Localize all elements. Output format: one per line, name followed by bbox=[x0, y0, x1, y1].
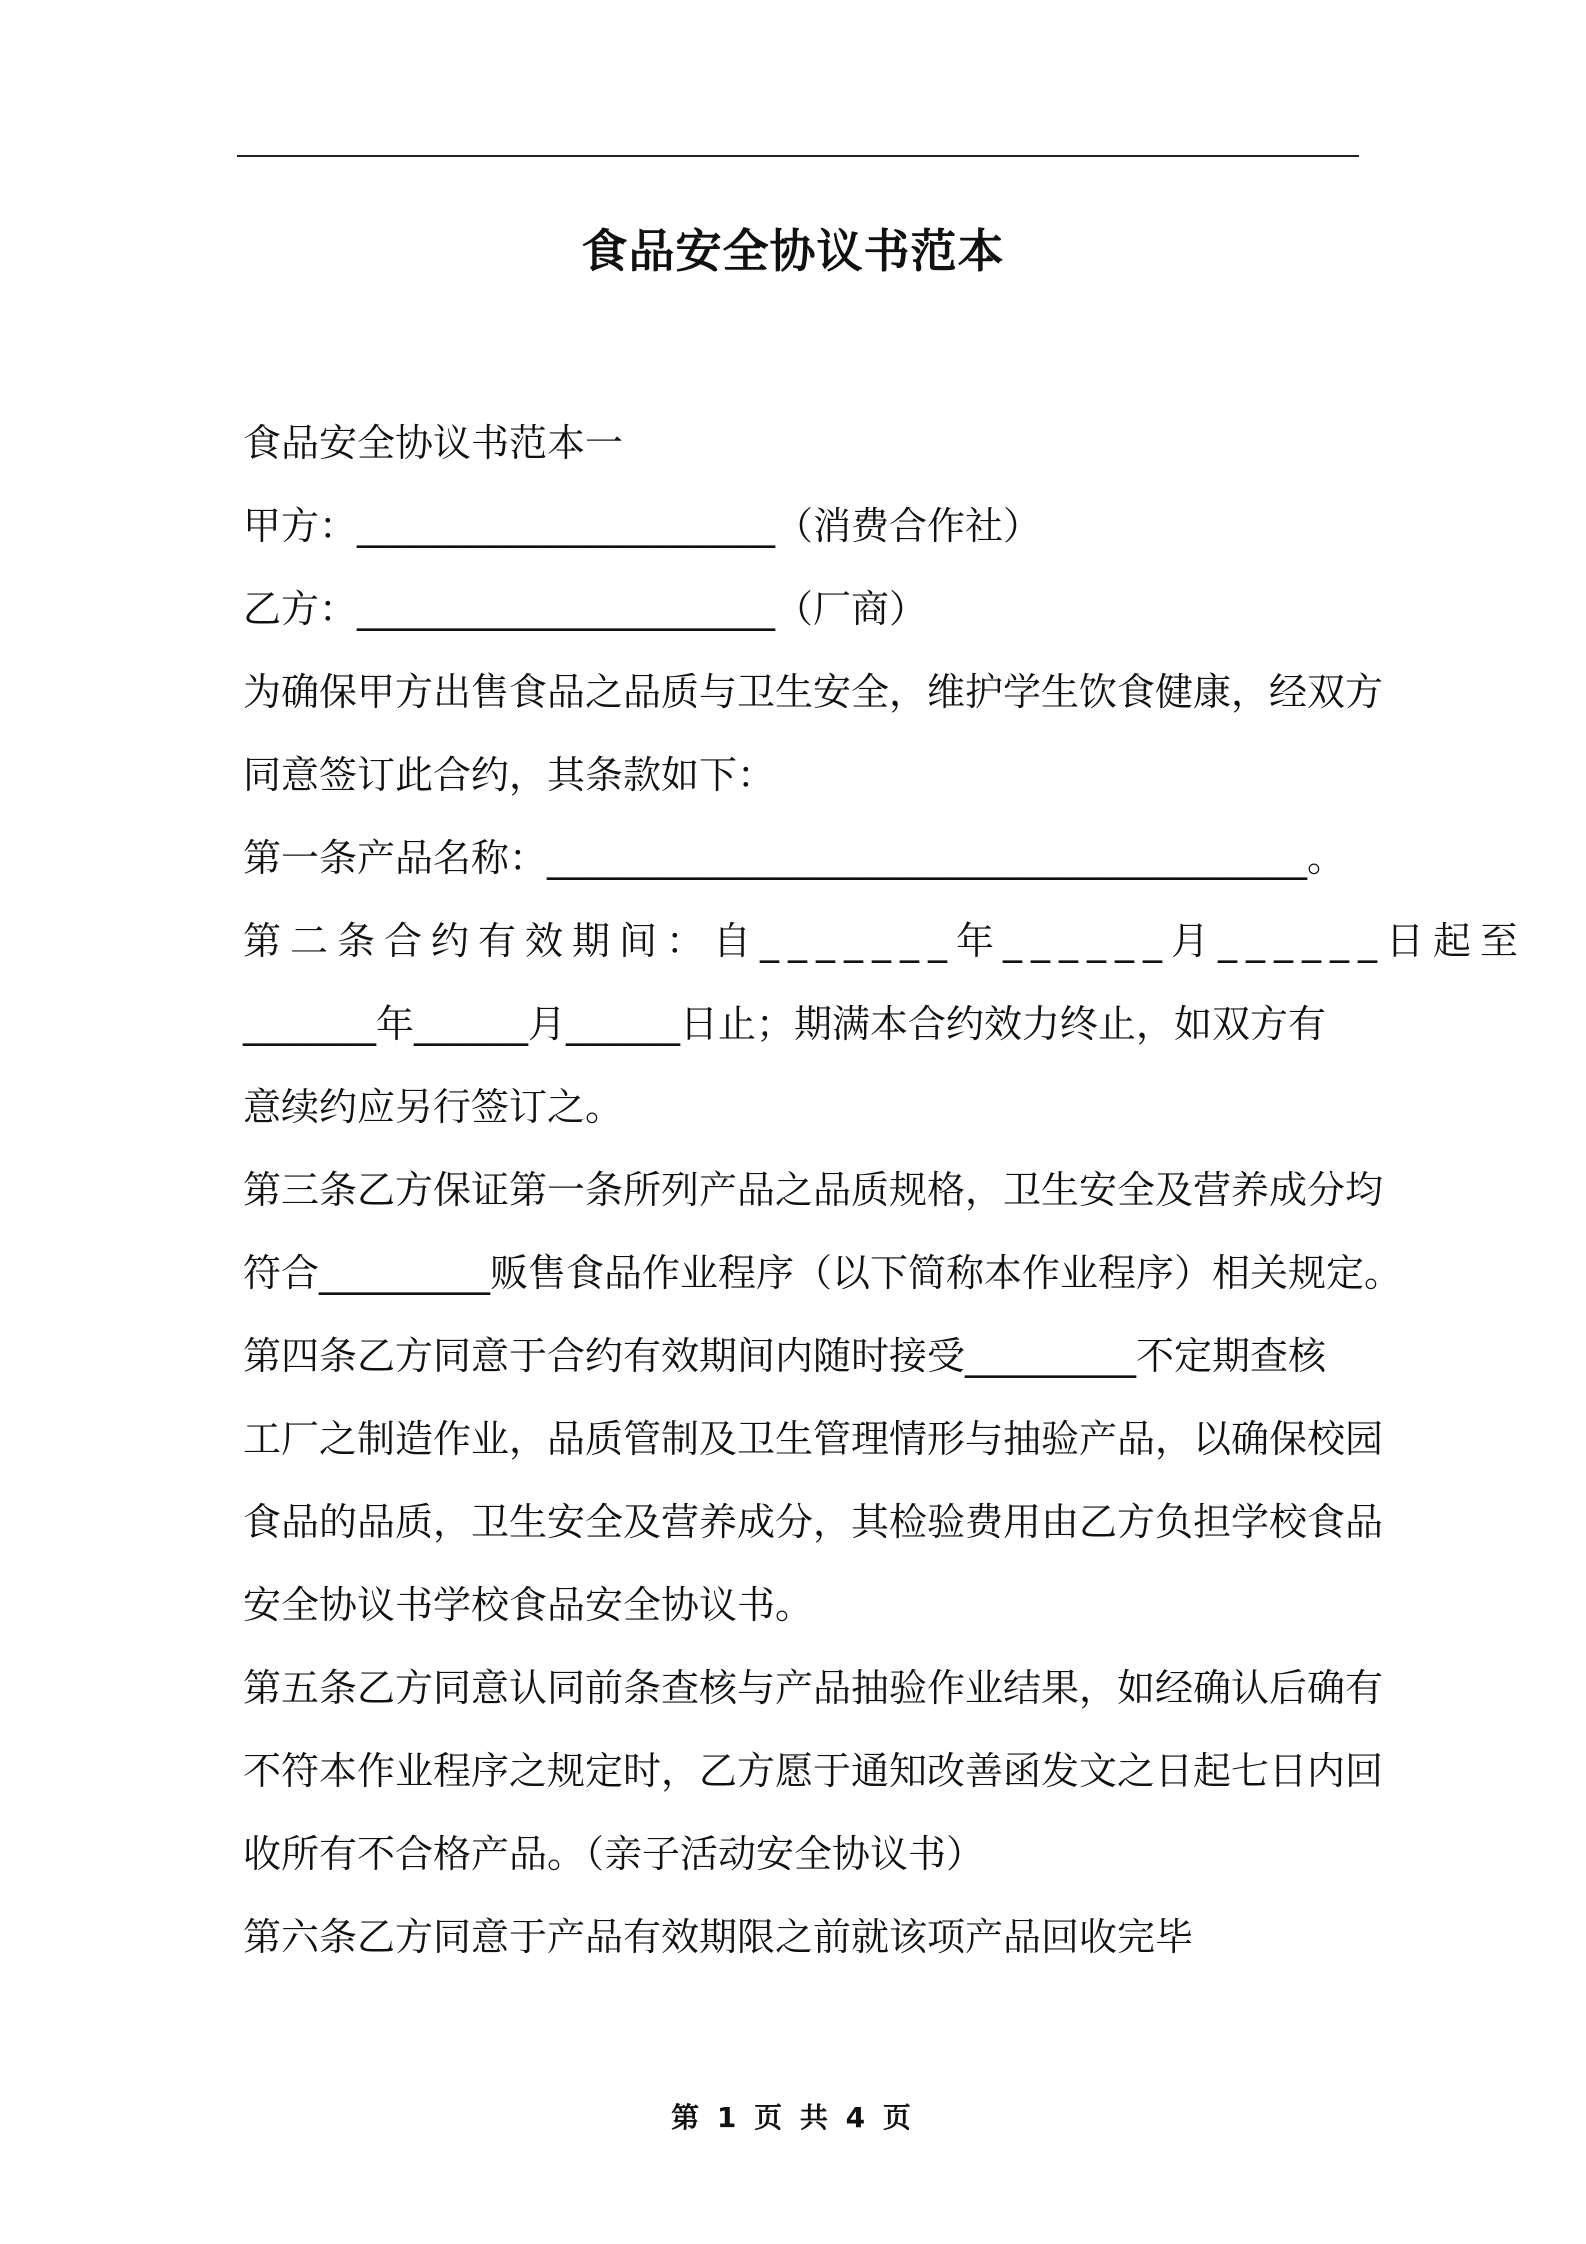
article-5-line-1: 第五条乙方同意认同前条查核与产品抽验作业结果，如经确认后确有 bbox=[243, 1666, 1384, 1710]
article-5-line-3: 收所有不合格产品。（亲子活动安全协议书） bbox=[243, 1832, 985, 1876]
preamble-line-1: 为确保甲方出售食品之品质与卫生安全，维护学生饮食健康，经双方 bbox=[243, 670, 1384, 714]
article-3-line-1: 第三条乙方保证第一条所列产品之品质规格，卫生安全及营养成分均 bbox=[243, 1168, 1384, 1212]
article-2-line-2: _______年______月______日止；期满本合约效力终止，如双方有 bbox=[243, 1002, 1327, 1046]
article-4-line-1: 第四条乙方同意于合约有效期间内随时接受_________不定期查核 bbox=[243, 1334, 1327, 1378]
preamble-line-2: 同意签订此合约，其条款如下： bbox=[243, 753, 776, 797]
article-4-line-4: 安全协议书学校食品安全协议书。 bbox=[243, 1583, 814, 1627]
article-4-line-3: 食品的品质，卫生安全及营养成分，其检验费用由乙方负担学校食品 bbox=[243, 1500, 1384, 1544]
document-title: 食品安全协议书范本 bbox=[581, 224, 1005, 278]
article-5-line-2: 不符本作业程序之规定时，乙方愿于通知改善函发文之日起七日内回 bbox=[243, 1749, 1384, 1793]
header-rule bbox=[237, 155, 1359, 157]
article-2-line-1: 第二条合约有效期间：自_______年______月______日起至 bbox=[243, 919, 1528, 963]
article-6-line-1: 第六条乙方同意于产品有效期限之前就该项产品回收完毕 bbox=[243, 1915, 1194, 1959]
article-1-line: 第一条产品名称：________________________________________。 bbox=[243, 836, 1346, 880]
article-2-line-3: 意续约应另行签订之。 bbox=[243, 1085, 624, 1129]
document-body bbox=[243, 402, 1528, 1979]
page-number: 第 1 页 共 4 页 bbox=[671, 2101, 915, 2134]
party-b-line: 乙方：______________________（厂商） bbox=[243, 587, 928, 631]
party-a-line: 甲方：______________________（消费合作社） bbox=[243, 504, 1042, 548]
section-heading: 食品安全协议书范本一 bbox=[243, 421, 624, 465]
article-3-line-2: 符合_________贩售食品作业程序（以下简称本作业程序）相关规定。 bbox=[243, 1251, 1403, 1295]
article-4-line-2: 工厂之制造作业，品质管制及卫生管理情形与抽验产品，以确保校园 bbox=[243, 1417, 1384, 1461]
